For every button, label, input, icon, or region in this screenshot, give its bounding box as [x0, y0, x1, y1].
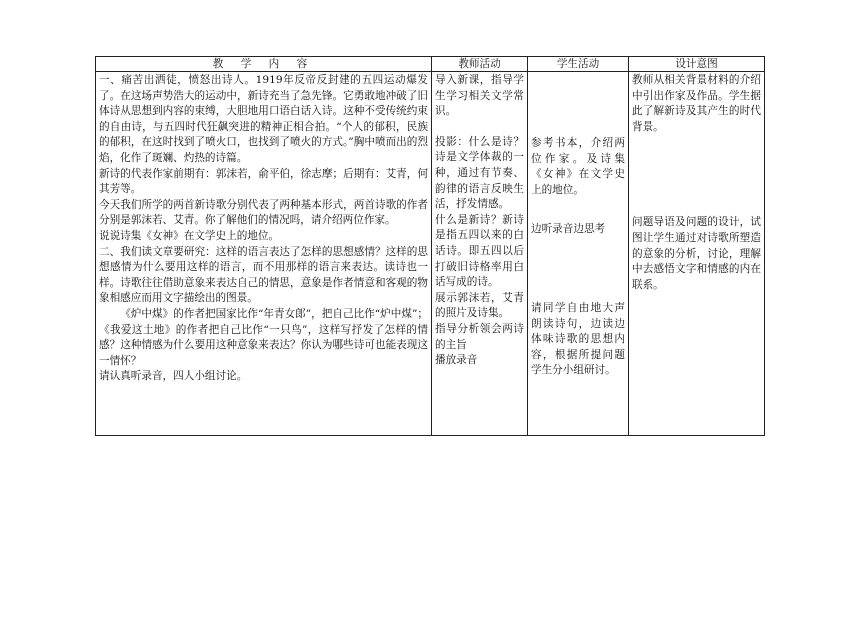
body-row [96, 72, 765, 436]
content-paragraph-5: 二、我们读文章要研究：这样的语言表达了怎样的思想感情？这样的思想感情为什么要用这样的语言，而不用那样的语言来表达。读诗也一样。诗歌往往借助意象来表达自己的情思，意象是作者情意和客观的物象相感应而用文字描绘出的图景。 [99, 245, 428, 305]
content-paragraph-1: 一、痛苦出洒徒，愤怒出诗人。1919年反帝反封建的五四运动爆发了。在这场声势浩大的运动中，新诗充当了急先锋。它勇敢地冲破了旧体诗从思想到内容的束缚，大胆地用口语白话入诗。这种不受传统约束的自由诗，与五四时代狂飙突进的精神正相合拍。“个人的郁积，民族的郁积，在这时找到了喷火口，也找到了喷火的方式。”胸中喷而出的烈焰，化作了斑斓、灼热的诗篇。 [99, 74, 428, 164]
spacer [632, 135, 761, 215]
intent-item-2: 问题导语及问题的设计，试图让学生通过对诗歌所塑造的意象的分析，讨论，理解中去感悟文字和情感的内在联系。 [632, 216, 761, 291]
spacer [531, 238, 625, 301]
teacher-item-4: 展示郭沫若，艾青的照片及诗集。 [435, 291, 524, 320]
header-student-activity: 学生活动 [528, 57, 629, 72]
lesson-plan-table [95, 56, 765, 436]
teacher-item-6: 播放录音 [435, 354, 478, 367]
teacher-item-5: 指导分析领会两诗的主旨 [435, 322, 524, 351]
content-paragraph-7: 请认真听录音，四人小组讨论。 [99, 370, 248, 383]
content-paragraph-3: 今天我们所学的两首新诗歌分别代表了两种基本形式，两首诗歌的作者分别是郭沫若、艾青。你了解他们的情况吗，请介绍两位作家。 [99, 198, 428, 227]
teacher-activity-cell [432, 72, 528, 436]
student-activity-cell [528, 72, 629, 436]
header-teacher-activity: 教师活动 [432, 57, 528, 72]
student-item-2: 边听录音边思考 [531, 223, 606, 236]
student-item-3: 请同学自由地大声朗读诗句，边读边体味诗歌的思想内容，根据所提问题学生分小组研讨。 [531, 301, 625, 377]
teaching-content-cell [96, 72, 432, 436]
spacer [531, 73, 625, 136]
content-paragraph-6: 《炉中煤》的作者把国家比作“年青女郎”，把自己比作“炉中煤”；《我爱这土地》的作者把自己比作“一只鸟”，这样写抒发了怎样的情感？这种情感为什么要用这种意象来表达？你认为哪些诗可也能表现这一情怀？ [99, 307, 428, 367]
header-teaching-content: 教 学 内 容 [96, 57, 432, 72]
spacer [435, 120, 524, 135]
content-paragraph-2: 新诗的代表作家前期有：郭沫若，俞平伯，徐志摩；后期有：艾青，何其芳等。 [99, 167, 428, 196]
teacher-item-3: 什么是新诗？新诗是指五四以来的白话诗。即五四以后打破旧诗格率用白话写成的诗。 [435, 213, 524, 289]
teacher-item-2: 投影：什么是诗？诗是文学体裁的一种，通过有节奏、韵律的语言反映生活，抒发情感。 [435, 135, 524, 211]
content-paragraph-4: 说说诗集《女神》在文学史上的地位。 [99, 229, 280, 242]
teacher-item-1: 导入新课，指导学生学习相关文学常识。 [435, 74, 524, 118]
design-intent-cell [629, 72, 765, 436]
spacer [531, 198, 625, 222]
header-design-intent: 设计意图 [629, 57, 765, 72]
header-row [96, 57, 765, 72]
student-item-1: 参考书本，介绍两位作家。及诗集《女神》在文学史上的地位。 [531, 137, 625, 196]
intent-item-1: 教师从相关背景材料的介绍中引出作家及作品。学生据此了解新诗及其产生的时代背景。 [632, 74, 761, 133]
